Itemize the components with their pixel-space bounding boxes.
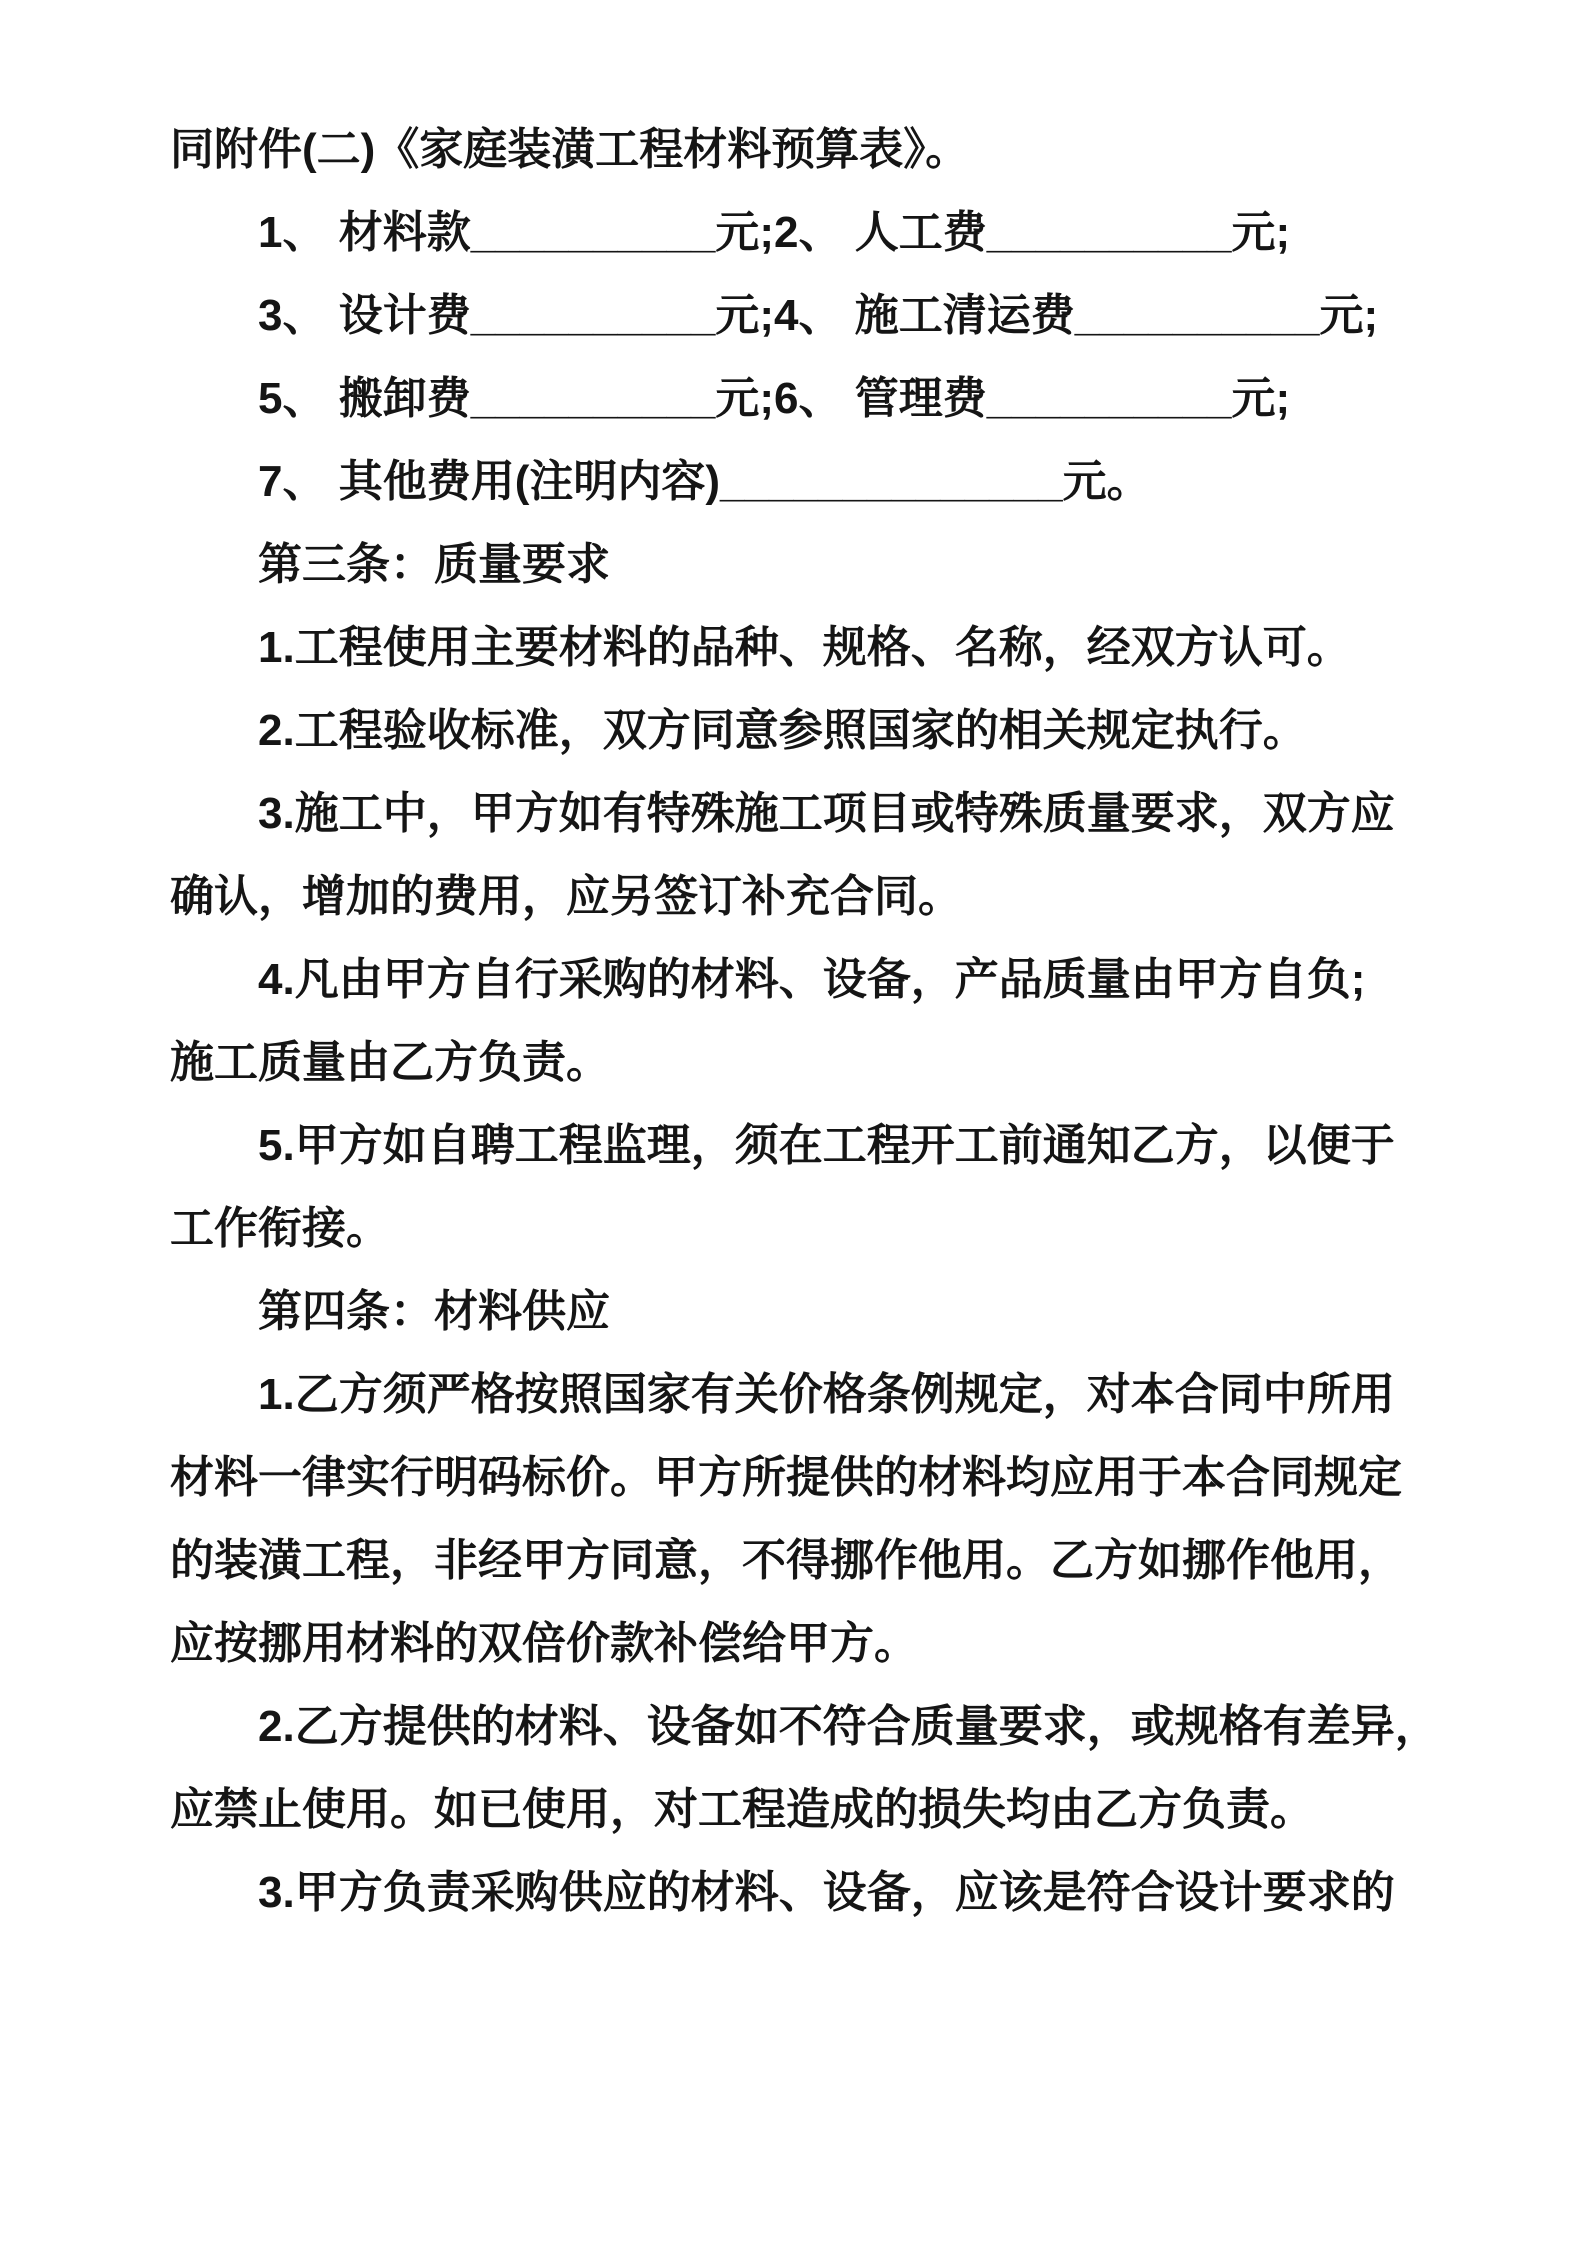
document-line: 5.甲方如自聘工程监理，须在工程开工前通知乙方，以便于 <box>258 1121 1395 1170</box>
document-line: 3.施工中，甲方如有特殊施工项目或特殊质量要求，双方应 <box>258 789 1395 838</box>
fee-line-materials-labor: 1、 材料款__________元;2、 人工费__________元; <box>258 208 1291 257</box>
document-line: 施工质量由乙方负责。 <box>170 1038 610 1087</box>
document-line: 工作衔接。 <box>170 1204 390 1253</box>
document-line: 应禁止使用。如已使用，对工程造成的损失均由乙方负责。 <box>170 1785 1314 1834</box>
section-heading-article-3: 第三条：质量要求 <box>258 540 610 589</box>
document-line: 2.工程验收标准，双方同意参照国家的相关规定执行。 <box>258 706 1307 755</box>
fee-line-design-cleanup: 3、 设计费__________元;4、 施工清运费__________元; <box>258 291 1379 340</box>
document-line: 确认，增加的费用，应另签订补充合同。 <box>170 872 962 921</box>
fee-line-other: 7、 其他费用(注明内容)______________元。 <box>258 457 1151 506</box>
document-line: 材料一律实行明码标价。甲方所提供的材料均应用于本合同规定 <box>170 1453 1402 1502</box>
document-line: 3.甲方负责采购供应的材料、设备，应该是符合设计要求的 <box>258 1868 1395 1917</box>
document-line: 应按挪用材料的双倍价款补偿给甲方。 <box>170 1619 918 1668</box>
document-line: 1.工程使用主要材料的品种、规格、名称，经双方认可。 <box>258 623 1351 672</box>
contract-body <box>170 108 1439 1934</box>
document-line: 同附件(二)《家庭装潢工程材料预算表》。 <box>170 125 970 174</box>
section-heading-article-4: 第四条：材料供应 <box>258 1287 610 1336</box>
fee-line-moving-management: 5、 搬卸费__________元;6、 管理费__________元; <box>258 374 1291 423</box>
document-line: 2.乙方提供的材料、设备如不符合质量要求，或规格有差异， <box>258 1702 1439 1751</box>
document-line: 1.乙方须严格按照国家有关价格条例规定，对本合同中所用 <box>258 1370 1395 1419</box>
document-line: 4.凡由甲方自行采购的材料、设备，产品质量由甲方自负; <box>258 955 1366 1004</box>
document-line: 的装潢工程，非经甲方同意，不得挪作他用。乙方如挪作他用， <box>170 1536 1402 1585</box>
